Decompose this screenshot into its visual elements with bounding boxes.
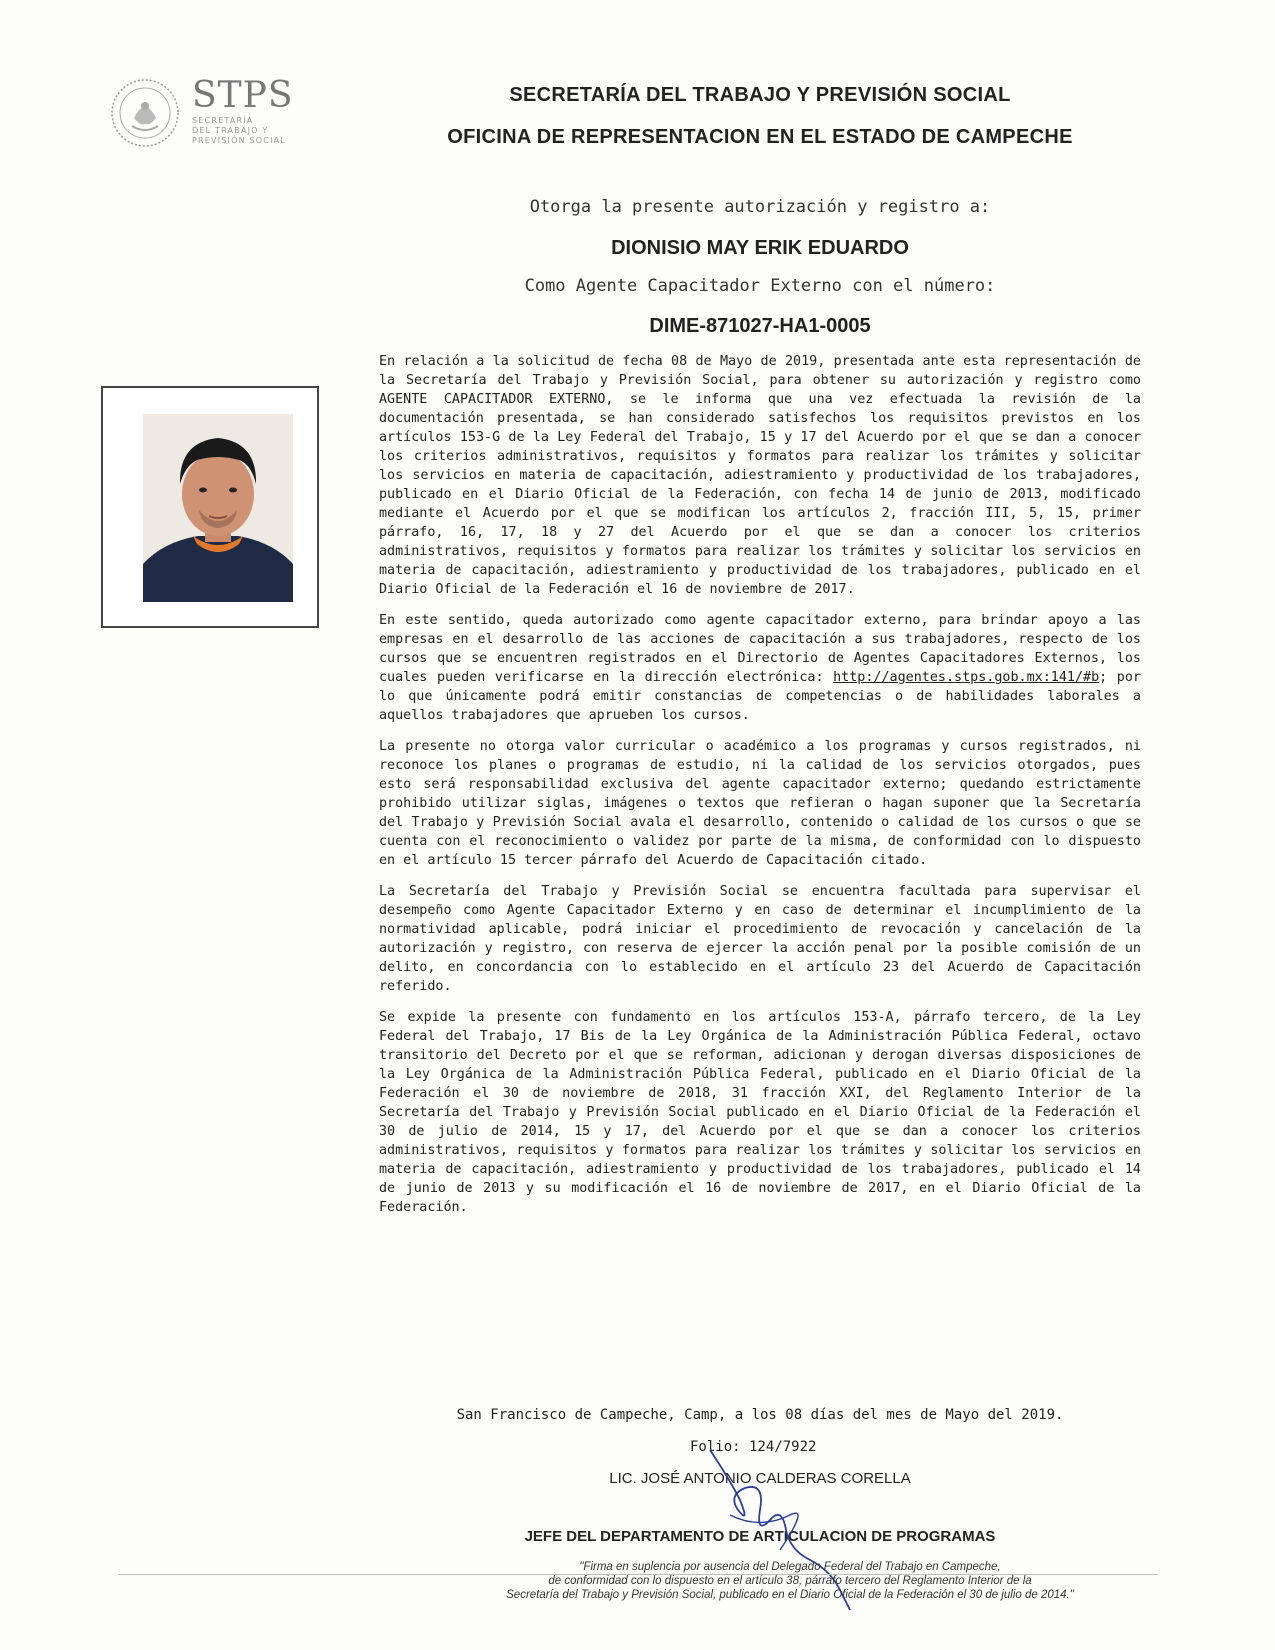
signature-footnote [390, 1560, 1190, 1602]
paragraph-scope-text-2: ; por lo que únicamente podrá emitir constancias de competencias o de habilidades laborales a aquellos trabajadores que aprueben los cursos. [379, 670, 1141, 723]
signer-name: LIC. JOSÉ ANTONIO CALDERAS CORELLA [609, 1470, 911, 1487]
footnote-line-1: "Firma en suplencia por ausencia del Delegado Federal del Trabajo en Campeche, [579, 1561, 1001, 1573]
document-body [379, 352, 1141, 1229]
header-office: OFICINA DE REPRESENTACION EN EL ESTADO DE CAMPECHE [447, 126, 1073, 148]
person-portrait-icon [143, 414, 293, 602]
folio-number: Folio: 124/7922 [690, 1439, 817, 1455]
logo-subtitle-3: PREVISIÓN SOCIAL [192, 136, 286, 145]
grantee-name: DIONISIO MAY ERIK EDUARDO [611, 237, 909, 259]
paragraph-authorization-basis: En relación a la solicitud de fecha 08 de Mayo de 2019, presentada ante esta representación de la Secretaría del Trabajo y Previsión Social, para obtener su autorización y registro como AGENTE CAPACITADOR EXTERNO, se le informa que una vez efectuada la revisión de la documentación presentada, se han considerado satisfechos los requisitos previstos en los artículos 153-G de la Ley Federal del Trabajo, 15 y 17 del Acuerdo por el que se dan a conocer los criterios administrativos, requisitos y formatos para realizar los trámites y solicitar los servicios en materia de capacitación, adiestramiento y productividad de los trabajadores, publicado en el Diario Oficial de la Federación, con fecha 14 de junio de 2013, modificado mediante el Acuerdo por el que se modifican los artículos 2, fracción III, 5, 15, primer párrafo, 16, 17, 18 y 27 del Acuerdo por el que se dan a conocer los criterios administrativos, requisitos y formatos para realizar los trámites y solicitar los servicios en materia de capacitación, adiestramiento y productividad de los trabajadores, publicado en el Diario Oficial de la Federación el 16 de noviembre de 2017. [379, 354, 1141, 597]
logo-acronym: STPS [192, 75, 294, 116]
stps-logo [110, 76, 310, 156]
footnote-line-2: de conformidad con lo dispuesto en el artículo 38, párrafo tercero del Reglamento Interior de la [548, 1575, 1032, 1587]
directory-link[interactable]: http://agentes.stps.gob.mx:141/#b [833, 670, 1100, 685]
grantee-photo [143, 414, 293, 602]
grant-role-text: Como Agente Capacitador Externo con el número: [524, 276, 996, 296]
paragraph-scope [379, 611, 1141, 725]
paragraph-legal-foundation: Se expide la presente con fundamento en los artículos 153-A, párrafo tercero, de la Ley Federal del Trabajo, 17 Bis de la Ley Orgánica de la Administración Pública Federal, octavo transitorio del Decreto por el que se reforman, adicionan y derogan diversas disposiciones de la Ley Orgánica de la Administración Pública Federal, publicado en el Diario Oficial de la Federación el 30 de noviembre de 2018, 31 fracción XXI, del Reglamento Interior de la Secretaría del Trabajo y Previsión Social publicado en el Diario Oficial de la Federación el 30 de julio de 2014, 15 y 17, del Acuerdo por el que se dan a conocer los criterios administrativos, requisitos y formatos para realizar los trámites y solicitar los servicios en materia de capacitación, adiestramiento y productividad de los trabajadores, publicado el 14 de junio de 2013 y su modificación el 16 de noviembre de 2017, en el Diario Oficial de la Federación. [379, 1010, 1141, 1215]
photo-frame [101, 386, 319, 628]
paragraph-limitations: La presente no otorga valor curricular o académico a los programas y cursos registrados, ni reconoce los planes o programas de estudio, ni la calidad de los servicios otorgados, pues esto será responsabilidad exclusiva del agente capacitador externo; quedando estrictamente prohibido utilizar siglas, imágenes o textos que refieran o hagan suponer que la Secretaría del Trabajo y Previsión Social avala el desarrollo, contenido o calidad de los cursos o que se cuenta con el reconocimiento o validez por parte de la misma, de conformidad con lo dispuesto en el artículo 15 tercer párrafo del Acuerdo de Capacitación citado. [379, 739, 1141, 868]
grant-intro: Otorga la presente autorización y registro a: [529, 197, 991, 217]
paragraph-scope-text-1: En este sentido, queda autorizado como agente capacitador externo, para brindar apoyo a las empresas en el desarrollo de las acciones de capacitación a sus trabajadores, respecto de los cursos que se encuentren registrados en el Directorio de Agentes Capacitadores Externos, los cuales pueden verificarse en la dirección electrónica: [379, 613, 1141, 685]
header-ministry: SECRETARÍA DEL TRABAJO Y PREVISIÓN SOCIAL [509, 84, 1011, 106]
paragraph-supervision: La Secretaría del Trabajo y Previsión Social se encuentra facultada para supervisar el desempeño como Agente Capacitador Externo y en caso de determinar el incumplimiento de la normatividad aplicable, podrá iniciar el procedimiento de revocación y cancelación de la autorización y registro, con reserva de ejercer la acción penal por la posible comisión de un delito, en concordancia con lo establecido en el artículo 23 del Acuerdo de Capacitación referido. [379, 884, 1141, 994]
logo-subtitle-1: SECRETARÍA [192, 116, 254, 125]
footnote-line-3: Secretaría del Trabajo y Previsión Social, publicado en el Diario Oficial de la Federación el 30 de julio de 2014." [506, 1589, 1074, 1601]
coat-of-arms-seal-icon [110, 78, 180, 148]
logo-subtitle-2: DEL TRABAJO Y [192, 126, 269, 135]
signer-title: JEFE DEL DEPARTAMENTO DE ARTICULACION DE PROGRAMAS [524, 1528, 996, 1545]
registration-number: DIME-871027-HA1-0005 [649, 315, 871, 337]
place-and-date: San Francisco de Campeche, Camp, a los 08 días del mes de Mayo del 2019. [456, 1407, 1064, 1423]
